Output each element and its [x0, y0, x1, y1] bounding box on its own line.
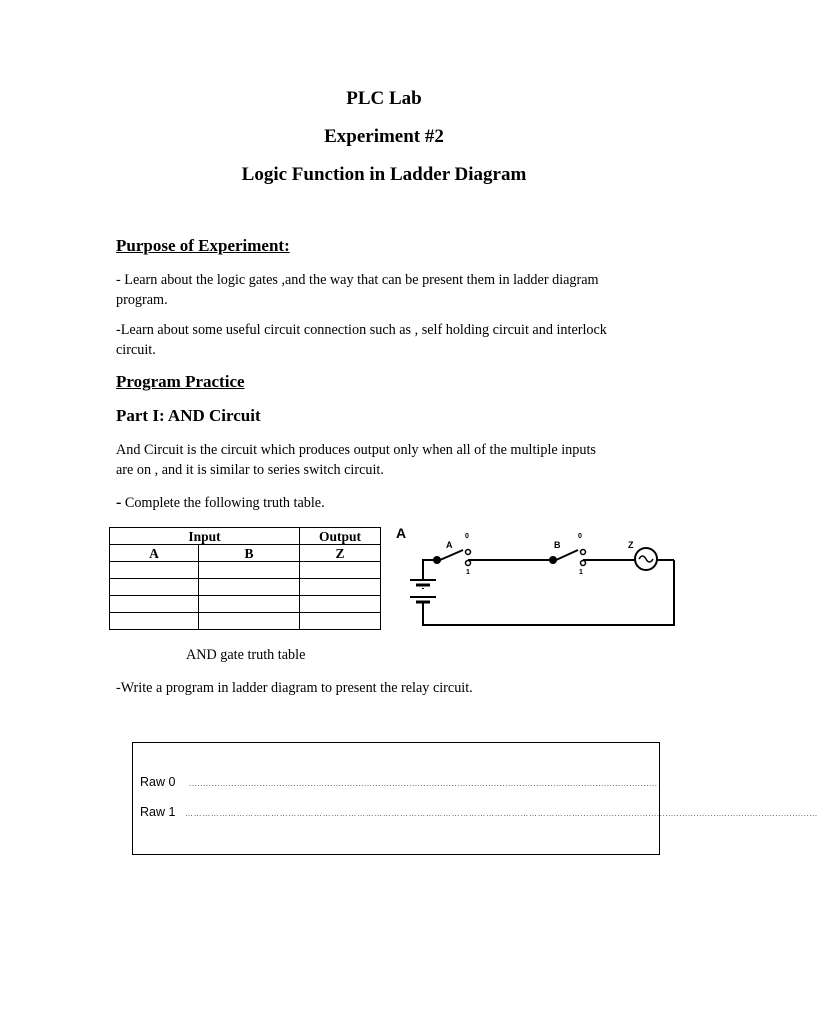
purpose-p1-line2: program. [116, 292, 168, 308]
truth-table-caption: AND gate truth table [186, 647, 306, 663]
raw-0-label: Raw 0 [140, 775, 176, 789]
cell-z[interactable] [300, 596, 381, 613]
purpose-paragraph-1 [116, 270, 656, 310]
cell-b[interactable] [199, 596, 300, 613]
switch-a-state-0: 0 [465, 533, 469, 540]
purpose-p1-line1: - Learn about the logic gates ,and the way that can be present them in ladder diagram [116, 272, 599, 288]
table-row [110, 579, 381, 596]
raw-1-label: Raw 1 [140, 805, 176, 819]
and-circuit-description [116, 440, 656, 480]
purpose-p2-line2: circuit. [116, 342, 156, 358]
instruction-dash: - [116, 494, 122, 511]
cell-b[interactable] [199, 579, 300, 596]
ladder-instruction: -Write a program in ladder diagram to present the relay circuit. [116, 680, 473, 696]
column-z: Z [300, 545, 381, 562]
purpose-heading: Purpose of Experiment: [116, 236, 290, 255]
raw-1-answer-line[interactable]: ………………………………………………………………………………………………………………………….................................................................................... [185, 809, 818, 818]
table-row [110, 613, 381, 630]
switch-b-state-0: 0 [578, 533, 582, 540]
document-title: PLC Lab [346, 88, 422, 109]
and-truth-table [109, 527, 381, 630]
series-switch-circuit-diagram [390, 522, 690, 632]
switch-a-icon [433, 550, 471, 566]
cell-b[interactable] [199, 613, 300, 630]
part1-heading: Part I: AND Circuit [116, 406, 261, 425]
column-a: A [110, 545, 199, 562]
input-header: Input [110, 528, 300, 545]
switch-a-label: A [446, 540, 453, 550]
switch-a-state-1: 1 [466, 569, 470, 576]
switch-b-state-1: 1 [579, 569, 583, 576]
output-header: Output [300, 528, 381, 545]
truth-table-instruction [116, 493, 656, 513]
switch-b-icon [549, 550, 586, 566]
table-row [110, 596, 381, 613]
truth-table-column-row [110, 545, 381, 562]
cell-b[interactable] [199, 562, 300, 579]
and-desc-line2: are on , and it is similar to series switch circuit. [116, 462, 384, 478]
cell-a[interactable] [110, 562, 199, 579]
circuit-wires [423, 560, 674, 625]
truth-table-header-row [110, 528, 381, 545]
lamp-icon [635, 548, 657, 570]
cell-z[interactable] [300, 562, 381, 579]
ladder-answer-box[interactable] [132, 742, 818, 855]
table-row [110, 562, 381, 579]
cell-z[interactable] [300, 613, 381, 630]
cell-a[interactable] [110, 613, 199, 630]
purpose-p2-line1: -Learn about some useful circuit connection such as , self holding circuit and interlock [116, 322, 607, 338]
purpose-paragraph-2 [116, 320, 656, 360]
circuit-label: A [396, 525, 407, 541]
cell-a[interactable] [110, 579, 199, 596]
instruction-text: Complete the following truth table. [121, 495, 325, 511]
experiment-number: Experiment #2 [324, 126, 444, 147]
column-b: B [199, 545, 300, 562]
lamp-z-label: Z [628, 540, 634, 550]
cell-a[interactable] [110, 596, 199, 613]
raw-0-answer-line[interactable]: ...................................................................................................................................................................... [189, 779, 658, 788]
experiment-subtitle: Logic Function in Ladder Diagram [241, 164, 527, 185]
battery-icon [410, 580, 436, 612]
and-desc-line1: And Circuit is the circuit which produces output only when all of the multiple inputs [116, 442, 596, 458]
switch-b-label: B [554, 540, 561, 550]
program-practice-heading: Program Practice [116, 372, 245, 391]
cell-z[interactable] [300, 579, 381, 596]
